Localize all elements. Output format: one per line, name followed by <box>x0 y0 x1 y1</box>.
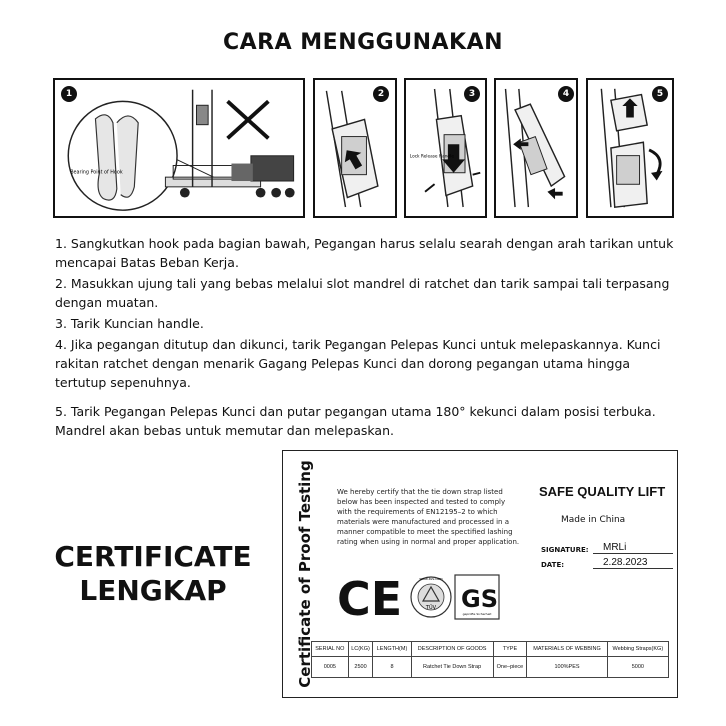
certificate-body: We hereby certify that the tie down strap listed below has been inspected and tested to comply with the requirements of EN12195–2 to which materials were manufactured and processed in a manner compatible to meet the spectified lashing rating when using in normal and proper application. <box>337 488 520 546</box>
table-header: DESCRIPTION OF GOODS <box>411 642 493 657</box>
certificate-vertical-title-text: Certificate of Proof Testing <box>296 460 314 688</box>
step-text-1: 1. Sangkutkan hook pada bagian bawah, Pegangan harus selalu searah dengan arah tarikan untuk mencapai Batas Beban Kerja. <box>55 236 674 270</box>
table-cell: 8 <box>373 657 411 678</box>
table-header: TYPE <box>493 642 527 657</box>
table-cell: Ratchet Tie Down Strap <box>411 657 493 678</box>
instruction-panel-3 <box>404 78 487 218</box>
step-badge-3: 3 <box>464 86 480 102</box>
step-badge-1: 1 <box>61 86 77 102</box>
signature-value: MRLi <box>593 542 673 554</box>
date-value: 2.28.2023 <box>593 557 673 569</box>
table-header: LC(KG) <box>348 642 373 657</box>
certificate-card <box>282 450 678 698</box>
table-header: LENGTH(M) <box>373 642 411 657</box>
signature-row <box>541 542 627 554</box>
tuv-text: TÜV <box>425 605 437 611</box>
page-title: CARA MENGGUNAKAN <box>222 30 504 55</box>
step-text-2: 2. Masukkan ujung tali yang bebas melalui slot mandrel di ratchet dan tarik sampai tali terpasang dengan muatan. <box>55 276 670 310</box>
instruction-panel-4 <box>494 78 578 218</box>
table-row <box>312 657 669 678</box>
certificate-label-line2: LENGKAP <box>79 574 227 607</box>
brand-name: SAFE QUALITY LIFT <box>539 484 666 499</box>
table-header: MATERIALS OF WEBBING <box>527 642 607 657</box>
table-cell: 0005 <box>312 657 349 678</box>
instruction-panel-2 <box>313 78 397 218</box>
table-cell: 2500 <box>348 657 373 678</box>
gs-text: GS <box>461 585 498 613</box>
gs-icon <box>455 575 499 619</box>
table-header: Webbing Straps(KG) <box>607 642 668 657</box>
table-header-row <box>312 642 669 657</box>
lock-release-callout: Lock Release Handle <box>409 154 454 160</box>
certificate-label-line1: CERTIFICATE <box>54 540 252 573</box>
tuv-ring-text: www.tuv.com <box>419 577 443 581</box>
certificate-label <box>48 540 258 608</box>
date-row <box>541 557 648 569</box>
date-label: DATE: <box>541 561 565 569</box>
signature-label: SIGNATURE: <box>541 546 589 554</box>
certification-logos <box>335 569 635 625</box>
table-header: SERIAL NO <box>312 642 349 657</box>
ce-mark: CE <box>337 572 403 625</box>
step-text-3: 3. Tarik Kuncian handle. <box>55 316 204 331</box>
step-badge-2: 2 <box>373 86 389 102</box>
step-badge-5: 5 <box>652 86 668 102</box>
instruction-panel-1 <box>53 78 305 218</box>
table-cell: 5000 <box>607 657 668 678</box>
instruction-panel-5 <box>586 78 674 218</box>
step-text-4: 4. Jika pegangan ditutup dan dikunci, tarik Pegangan Pelepas Kunci untuk melepaskannya. Kunci rakitan ratchet dengan menarik Gagang Pelepas Kunci dan dorong pegangan utama hingga tertutup sepenuhnya. <box>55 337 661 390</box>
hook-truck-illustration <box>55 80 303 216</box>
table-cell: One–piece <box>493 657 527 678</box>
tuv-icon <box>411 577 451 617</box>
made-in: Made in China <box>561 515 626 525</box>
table-cell: 100%PES <box>527 657 607 678</box>
hook-callout: Bearing Point of Hook <box>70 169 123 176</box>
certificate-table <box>311 641 669 678</box>
instruction-steps <box>55 234 685 442</box>
step-text-5: 5. Tarik Pegangan Pelepas Kunci dan putar pegangan utama 180° kekunci dalam posisi terbuka. Mandrel akan bebas untuk memutar dan melepaskan. <box>55 404 656 438</box>
step-badge-4: 4 <box>558 86 574 102</box>
gs-sub-text: geprüfte Sicherheit <box>462 612 492 616</box>
